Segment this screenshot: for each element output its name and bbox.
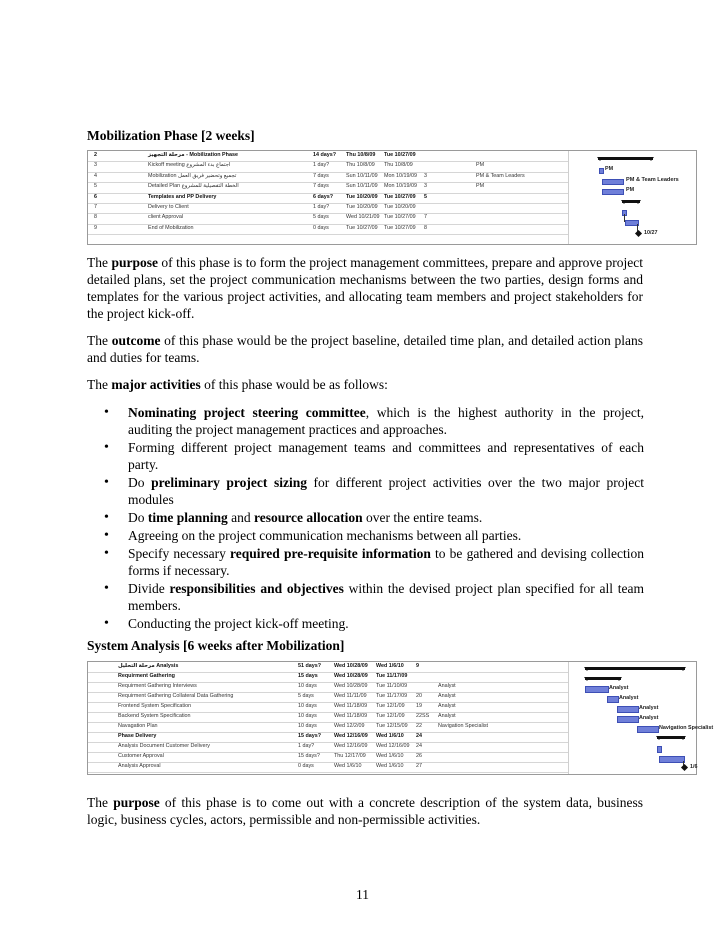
label-team: PM & Team Leaders <box>626 177 679 183</box>
gantt-cell-finish: Tue 11/17/09 <box>376 693 408 699</box>
gantt-cell-finish: Wed 1/6/10 <box>376 733 404 739</box>
system-analysis-heading: System Analysis [6 weeks after Mobilization] <box>87 638 345 653</box>
gantt-cell-id: 9 <box>94 224 97 231</box>
mobilization-heading: Mobilization Phase [2 weeks] <box>87 128 255 143</box>
task-bar-interviews <box>585 686 609 693</box>
gantt-cell-name: Analysis Document Customer Delivery <box>118 743 210 749</box>
gantt-cell-finish: Tue 12/15/09 <box>376 723 408 729</box>
gantt-cell-name: مرحلة التجهيز - Mobilization Phase <box>148 152 238 158</box>
mobilization-purpose-paragraph: The purpose of this phase is to form the project management committees, prepare and approve project detailed plans, set the project communication mechanisms between the two parties, design forms and templates for the various project activities, and allocating team members and project stakeholders for the project kick-off. <box>87 255 643 321</box>
gantt-cell-name: Navagation Plan <box>118 723 158 729</box>
gantt-cell-name: Requirment Gathering Collateral Data Gathering <box>118 693 234 699</box>
task-bar-navigation <box>637 726 659 733</box>
gantt-cell-name: Requirment Gathering <box>118 673 175 679</box>
gantt-cell-name: Phase Delivery <box>118 733 157 739</box>
gantt-cell-pred: 22SS <box>416 713 430 719</box>
list-item: • Do time planning and resource allocation over the entire teams. <box>104 509 644 526</box>
gantt-cell-start: Tue 10/20/09 <box>346 204 378 210</box>
gantt-cell-res: Navigation Specialist <box>438 723 489 729</box>
gantt-cell-start: Sun 10/11/09 <box>346 172 378 179</box>
gantt-cell-finish: Tue 10/27/09 <box>384 224 416 231</box>
gantt-cell-start: Sun 10/11/09 <box>346 183 378 190</box>
gantt-cell-pred: 22 <box>416 723 422 729</box>
list-item: • Specify necessary required pre-requisite information to be gathered and devising collection forms if necessary. <box>104 545 644 579</box>
gantt-cell-start: Wed 10/21/09 <box>346 214 380 221</box>
task-bar-frontend <box>617 706 639 713</box>
activities-intro-paragraph: The major activities of this phase would be as follows: <box>87 377 388 392</box>
gantt-cell-dur: 1 day? <box>313 204 330 210</box>
gantt-cell-start: Wed 12/2/09 <box>334 723 365 729</box>
gantt-cell-finish: Thu 10/8/09 <box>384 162 413 169</box>
gantt-cell-dur: 7 days <box>313 172 329 179</box>
task-bar-customer-approval <box>659 756 685 763</box>
gantt-cell-name: Analysis Approval <box>118 763 161 769</box>
gantt-cell-dur: 15 days? <box>298 753 320 759</box>
gantt-cell-start: Wed 12/16/09 <box>334 733 368 739</box>
label-milestone: 10/27 <box>644 230 658 236</box>
gantt-cell-pred: 24 <box>416 733 422 739</box>
gantt-cell-pred: 8 <box>424 224 427 231</box>
gantt-cell-name: Delivery to Client <box>148 204 189 210</box>
gantt-cell-id: 5 <box>94 183 97 190</box>
gantt-cell-pred: 26 <box>416 753 422 759</box>
gantt-cell-pred: 19 <box>416 703 422 709</box>
gantt-cell-start: Wed 10/28/09 <box>334 673 368 679</box>
gantt-cell-dur: 51 days? <box>298 663 322 669</box>
gantt-cell-pred: 3 <box>424 183 427 190</box>
gantt-cell-dur: 10 days <box>298 723 317 729</box>
milestone-end-mobilization <box>635 230 642 237</box>
gantt-cell-name: Customer Approval <box>118 753 164 759</box>
task-bar-backend <box>617 716 639 723</box>
gantt-cell-id: 6 <box>94 193 97 200</box>
list-item: • Forming different project management teams and committees and representatives of each party. <box>104 439 644 473</box>
gantt-cell-name: Requirment Gathering Interviews <box>118 683 197 689</box>
list-item: • Divide responsibilities and objectives within the devised project plan specified for all team members. <box>104 580 644 614</box>
gantt-cell-pred: 3 <box>424 172 427 179</box>
gantt-cell-id: 7 <box>94 204 97 210</box>
gantt-cell-name: Frontend System Specification <box>118 703 192 709</box>
gantt-cell-pred: 5 <box>424 193 427 200</box>
gantt-cell-res: PM & Team Leaders <box>476 172 525 179</box>
gantt-cell-finish: Tue 12/1/09 <box>376 703 405 709</box>
list-item: • Do preliminary project sizing for different project activities over the two major project modules <box>104 474 644 508</box>
gantt-cell-res: PM <box>476 183 485 190</box>
label-analyst-2: Analyst <box>619 695 639 701</box>
gantt-cell-id: 2 <box>94 152 97 158</box>
gantt-cell-start: Wed 10/28/09 <box>334 683 368 689</box>
gantt-cell-pred: 7 <box>424 214 427 221</box>
task-bar-plan <box>602 189 624 195</box>
gantt-cell-id: 3 <box>94 162 97 169</box>
gantt-cell-dur: 5 days <box>298 693 314 699</box>
gantt-cell-name: client Approval <box>148 214 184 221</box>
gantt-cell-start: Thu 12/17/09 <box>334 753 366 759</box>
gantt-cell-pred: 24 <box>416 743 422 749</box>
summary-bar-mobilization <box>598 157 653 160</box>
summary-bar-phase-delivery <box>657 736 685 739</box>
gantt-cell-dur: 15 days? <box>298 733 322 739</box>
gantt-cell-finish: Tue 10/20/09 <box>384 204 416 210</box>
gantt-cell-pred: 20 <box>416 693 422 699</box>
gantt-cell-finish: Mon 10/19/09 <box>384 172 417 179</box>
mobilization-gantt-chart <box>87 150 697 245</box>
gantt-row <box>88 762 568 773</box>
gantt-cell-start: Thu 10/8/09 <box>346 162 375 169</box>
label-analyst-4: Analyst <box>639 715 659 721</box>
gantt-cell-name: Kickoff meeting اجتماع بدء المشروع <box>148 162 231 169</box>
gantt-cell-name: Mobilization تجميع وتحضير فريق العمل <box>148 172 237 179</box>
gantt-cell-res: Analyst <box>438 693 456 699</box>
gantt-cell-dur: 1 day? <box>313 162 330 169</box>
milestone-analysis-approval <box>681 764 688 771</box>
gantt-cell-res: Analyst <box>438 713 456 719</box>
system-analysis-gantt-chart <box>87 661 714 775</box>
gantt-cell-start: Wed 11/18/09 <box>334 713 368 719</box>
task-bar-collateral <box>607 696 619 703</box>
gantt-cell-start: Wed 10/28/09 <box>334 663 368 669</box>
label-analyst-3: Analyst <box>639 705 659 711</box>
gantt-cell-dur: 0 days <box>298 763 314 769</box>
gantt-cell-dur: 6 days? <box>313 193 334 200</box>
gantt-cell-name: مرحلة التحليل Analysis <box>118 663 179 669</box>
gantt-cell-dur: 15 days <box>298 673 318 679</box>
list-item: • Agreeing on the project communication mechanisms between all parties. <box>104 527 644 544</box>
gantt-cell-start: Tue 10/20/09 <box>346 193 378 200</box>
gantt-cell-finish: Tue 10/27/09 <box>384 193 416 200</box>
gantt-cell-start: Wed 11/18/09 <box>334 703 368 709</box>
label-navigation: Navigation Specialist <box>659 725 714 731</box>
gantt-cell-name: End of Mobilization <box>148 224 194 231</box>
task-bar-mobilization <box>602 179 624 185</box>
gantt-cell-id: 8 <box>94 214 97 221</box>
gantt-cell-name: Backend System Specification <box>118 713 191 719</box>
task-bar-kickoff <box>599 168 604 174</box>
gantt-cell-start: Wed 11/11/09 <box>334 693 367 699</box>
gantt-cell-name: Detailed Plan الخطة التفصيلية للمشروع <box>148 183 239 190</box>
gantt-cell-start: Tue 10/27/09 <box>346 224 378 231</box>
label-analyst-1: Analyst <box>609 685 629 691</box>
gantt-cell-dur: 1 day? <box>298 743 315 749</box>
gantt-cell-finish: Tue 12/1/09 <box>376 713 405 719</box>
activities-list <box>104 404 644 632</box>
gantt-cell-dur: 7 days <box>313 183 329 190</box>
list-item: • Conducting the project kick-off meeting. <box>104 615 644 632</box>
gantt-cell-finish: Tue 10/27/09 <box>384 214 416 221</box>
gantt-cell-finish: Wed 1/6/10 <box>376 763 404 769</box>
summary-bar-analysis <box>585 667 685 670</box>
gantt-cell-res: Analyst <box>438 703 456 709</box>
gantt-cell-dur: 14 days? <box>313 152 337 158</box>
task-bar-document-delivery <box>657 746 662 753</box>
gantt-cell-finish: Wed 1/6/10 <box>376 663 404 669</box>
label-pm: PM <box>605 166 614 172</box>
gantt-cell-start: Wed 12/16/09 <box>334 743 368 749</box>
gantt-cell-dur: 10 days <box>298 713 317 719</box>
summary-bar-requirement <box>585 677 621 680</box>
gantt-cell-pred: 9 <box>416 663 419 669</box>
gantt-cell-finish: Tue 11/17/09 <box>376 673 408 679</box>
gantt-cell-start: Wed 1/6/10 <box>334 763 362 769</box>
page-number: 11 <box>356 887 369 902</box>
gantt-cell-dur: 0 days <box>313 224 329 231</box>
summary-bar-templates <box>622 200 640 203</box>
gantt-cell-pred: 27 <box>416 763 422 769</box>
label-milestone-2: 1/6 <box>690 764 698 770</box>
gantt-row <box>88 224 568 235</box>
gantt-cell-res: Analyst <box>438 683 456 689</box>
list-item: • Nominating project steering committee, which is the highest authority in the project, auditing the project management practices and approaches. <box>104 404 644 438</box>
gantt-cell-dur: 5 days <box>313 214 329 221</box>
gantt-cell-dur: 10 days <box>298 703 317 709</box>
system-analysis-purpose-paragraph: The purpose of this phase is to come out with a concrete description of the system data, business logic, business cycles, actors, permissible and non-permissible activities. <box>87 795 643 827</box>
gantt-cell-finish: Tue 10/27/09 <box>384 152 416 158</box>
gantt-cell-res: PM <box>476 162 485 169</box>
mobilization-outcome-paragraph: The outcome of this phase would be the project baseline, detailed time plan, and detailed action plans and duties for teams. <box>87 333 643 365</box>
gantt-cell-id: 4 <box>94 172 97 179</box>
gantt-cell-start: Thu 10/8/09 <box>346 152 376 158</box>
gantt-cell-finish: Tue 11/10/09 <box>376 683 408 689</box>
label-pm-2: PM <box>626 187 635 193</box>
gantt-cell-finish: Wed 12/16/09 <box>376 743 410 749</box>
gantt-cell-finish: Mon 10/19/09 <box>384 183 417 190</box>
gantt-cell-dur: 10 days <box>298 683 317 689</box>
gantt-cell-name: Templates and PP Delivery <box>148 193 217 200</box>
gantt-cell-finish: Wed 1/6/10 <box>376 753 404 759</box>
